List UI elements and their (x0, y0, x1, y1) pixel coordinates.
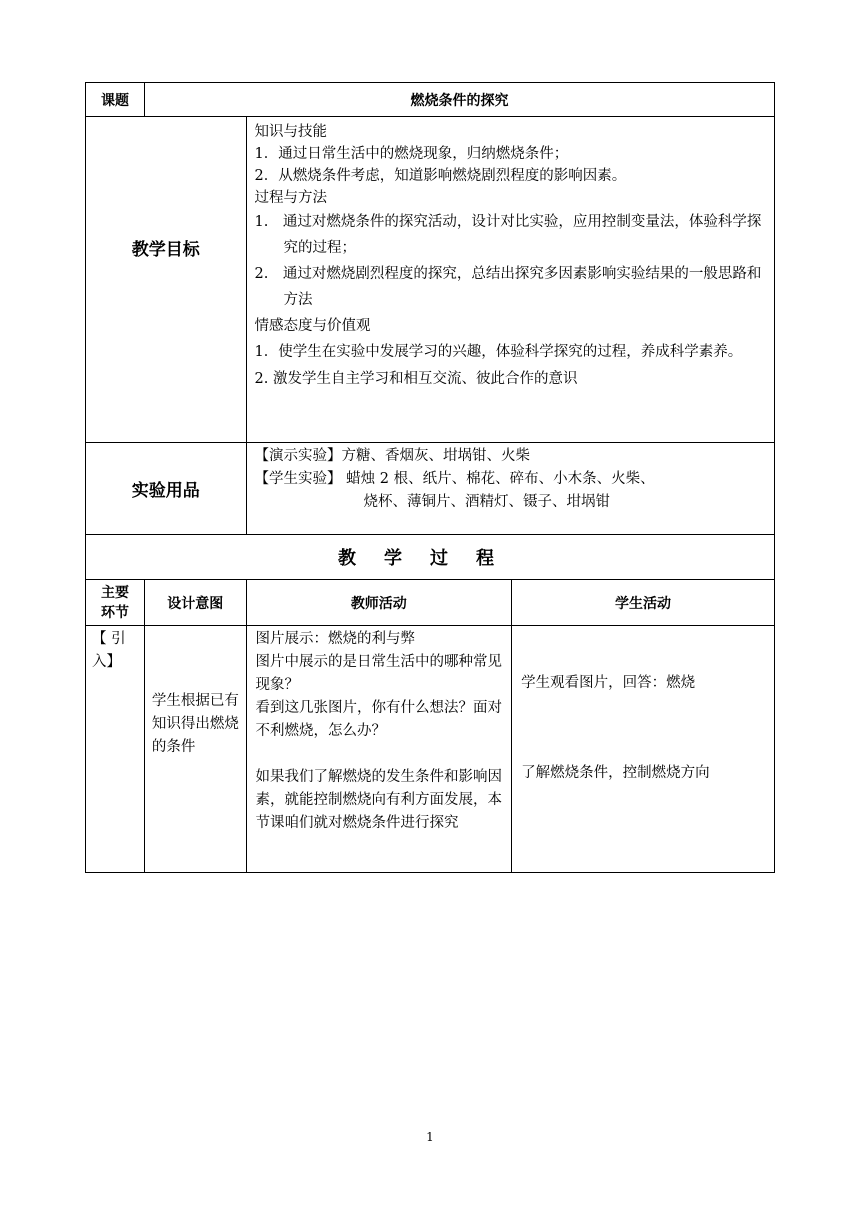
materials-content (246, 443, 774, 535)
col-header-design: 设计意图 (144, 580, 246, 626)
student-activity-2: 了解燃烧条件，控制燃烧方向 (521, 765, 710, 781)
objectives-heading-process: 过程与方法 (254, 190, 328, 206)
intro-design: 学生根据已有知识得出燃烧的条件 (151, 693, 239, 755)
objectives-content (246, 117, 774, 443)
objectives-heading-attitude: 情感态度与价值观 (254, 318, 371, 334)
intro-section: 【 引入】 (92, 631, 126, 670)
teacher-activity-2: 图片中展示的是日常生活中的哪种常见现象？ (255, 654, 503, 693)
intro-section-cell (86, 626, 145, 873)
objective-attitude-1: 1．使学生在实验中发展学习的兴趣，体验科学探究的过程，养成科学素养。 (254, 344, 743, 360)
objective-knowledge-1: 1．通过日常生活中的燃烧现象，归纳燃烧条件； (254, 146, 569, 162)
process-title-row (86, 535, 775, 580)
objective-attitude-2: 2. 激发学生自主学习和相互交流、彼此合作的意识 (254, 371, 578, 387)
teacher-activity-4: 如果我们了解燃烧的发生条件和影响因素，就能控制燃烧向有利方面发展，本节课咱们就对燃烧条件进行探究 (255, 769, 503, 831)
materials-label: 实验用品 (86, 443, 247, 535)
intro-student-cell (512, 626, 775, 873)
intro-design-cell (144, 626, 246, 873)
objective-knowledge-2: 2．从燃烧条件考虑，知道影响燃烧剧烈程度的影响因素。 (254, 168, 627, 184)
topic-row (86, 83, 775, 117)
student-activity-1: 学生观看图片，回答：燃烧 (521, 675, 696, 691)
objectives-heading-knowledge: 知识与技能 (254, 124, 328, 140)
col-header-teacher: 教师活动 (246, 580, 512, 626)
topic-label: 课题 (86, 83, 145, 117)
lesson-plan-table (85, 82, 775, 873)
objectives-label: 教学目标 (86, 117, 247, 443)
col-header-section-line1: 主要 (100, 584, 129, 601)
objective-process-1: 1. 通过对燃烧条件的探究活动，设计对比实验，应用控制变量法，体验科学探究的过程； (254, 214, 762, 256)
materials-row (86, 443, 775, 535)
materials-student (255, 468, 768, 491)
objective-process-2: 2. 通过对燃烧剧烈程度的探究，总结出探究多因素影响实验结果的一般思路和方法 (254, 266, 762, 308)
topic-title: 燃烧条件的探究 (144, 83, 774, 117)
materials-student-line2: 烧杯、薄铜片、酒精灯、镊子、坩埚钳 (363, 494, 611, 510)
page-number: 1 (426, 1130, 434, 1144)
col-header-section (86, 580, 145, 626)
objectives-row (86, 117, 775, 443)
teacher-activity-1: 图片展示：燃烧的利与弊 (255, 631, 416, 647)
materials-student-line1: 蜡烛 2 根、纸片、棉花、碎布、小木条、火柴、 (346, 471, 655, 487)
col-header-student: 学生活动 (512, 580, 775, 626)
process-title: 教学过程 (86, 535, 775, 580)
materials-demo: 【演示实验】方糖、香烟灰、坩埚钳、火柴 (254, 448, 531, 464)
materials-student-prefix: 【学生实验】 (254, 471, 342, 487)
teacher-activity-3: 看到这几张图片，你有什么想法？面对不利燃烧，怎么办？ (255, 700, 503, 739)
intro-row (86, 626, 775, 873)
col-header-section-line2: 环节 (100, 604, 129, 621)
process-header-row (86, 580, 775, 626)
intro-teacher-cell (246, 626, 512, 873)
